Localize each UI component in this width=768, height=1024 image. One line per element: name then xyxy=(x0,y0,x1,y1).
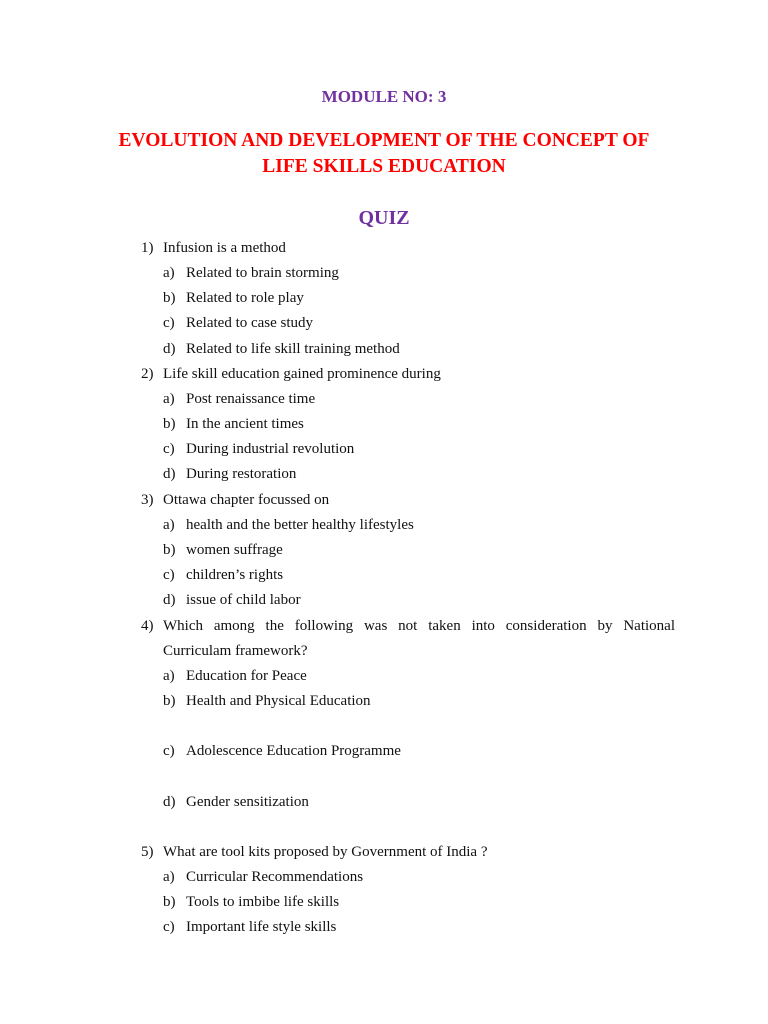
option-letter: b) xyxy=(163,693,176,709)
option-text: children’s rights xyxy=(186,567,284,583)
question-number: 5) xyxy=(141,844,154,860)
option-text: Important life style skills xyxy=(186,919,337,935)
option-letter: a) xyxy=(163,391,175,407)
option-letter: c) xyxy=(163,441,175,457)
question-text: Curriculam framework? xyxy=(163,643,308,659)
option-text: women suffrage xyxy=(186,542,283,558)
option-text: Tools to imbibe life skills xyxy=(186,894,340,910)
option-text: Curricular Recommendations xyxy=(186,869,364,885)
module-number: MODULE NO: 3 xyxy=(321,87,447,106)
option-letter: c) xyxy=(163,315,175,331)
option-letter: c) xyxy=(163,919,175,935)
question-text: What are tool kits proposed by Government of India ? xyxy=(163,844,488,860)
document-title xyxy=(0,128,768,180)
option-text: During restoration xyxy=(186,466,297,482)
option-letter: b) xyxy=(163,542,176,558)
title-line-1: EVOLUTION AND DEVELOPMENT OF THE CONCEPT OF xyxy=(118,130,650,151)
question-number: 1) xyxy=(141,240,154,256)
question-4-text-line-1: Which among the following was not taken into consideration by National xyxy=(163,618,675,634)
option-letter: b) xyxy=(163,894,176,910)
option-text: issue of child labor xyxy=(186,592,301,608)
option-letter: d) xyxy=(163,341,176,357)
question-text: Infusion is a method xyxy=(163,240,286,256)
option-letter: c) xyxy=(163,743,175,759)
option-text: Adolescence Education Programme xyxy=(186,743,401,759)
option-letter: a) xyxy=(163,869,175,885)
option-letter: d) xyxy=(163,466,176,482)
option-text: In the ancient times xyxy=(186,416,304,432)
option-letter: b) xyxy=(163,416,176,432)
option-letter: a) xyxy=(163,668,175,684)
option-text: Related to role play xyxy=(186,290,304,306)
option-letter: a) xyxy=(163,265,175,281)
question-text: Ottawa chapter focussed on xyxy=(163,492,330,508)
option-text: Education for Peace xyxy=(186,668,307,684)
option-text: Health and Physical Education xyxy=(186,693,371,709)
option-text: health and the better healthy lifestyles xyxy=(186,517,414,533)
option-letter: d) xyxy=(163,592,176,608)
option-text: Post renaissance time xyxy=(186,391,316,407)
option-text: Related to brain storming xyxy=(186,265,339,281)
option-text: Related to case study xyxy=(186,315,314,331)
question-number: 2) xyxy=(141,366,154,382)
option-letter: d) xyxy=(163,794,176,810)
option-text: Related to life skill training method xyxy=(186,341,400,357)
question-text: Life skill education gained prominence during xyxy=(163,366,441,382)
title-line-2: LIFE SKILLS EDUCATION xyxy=(262,156,506,177)
option-text: Gender sensitization xyxy=(186,794,309,810)
option-letter: b) xyxy=(163,290,176,306)
option-text: During industrial revolution xyxy=(186,441,355,457)
quiz-heading: QUIZ xyxy=(358,207,410,229)
option-letter: a) xyxy=(163,517,175,533)
question-number: 4) xyxy=(141,618,154,634)
option-letter: c) xyxy=(163,567,175,583)
question-number: 3) xyxy=(141,492,154,508)
